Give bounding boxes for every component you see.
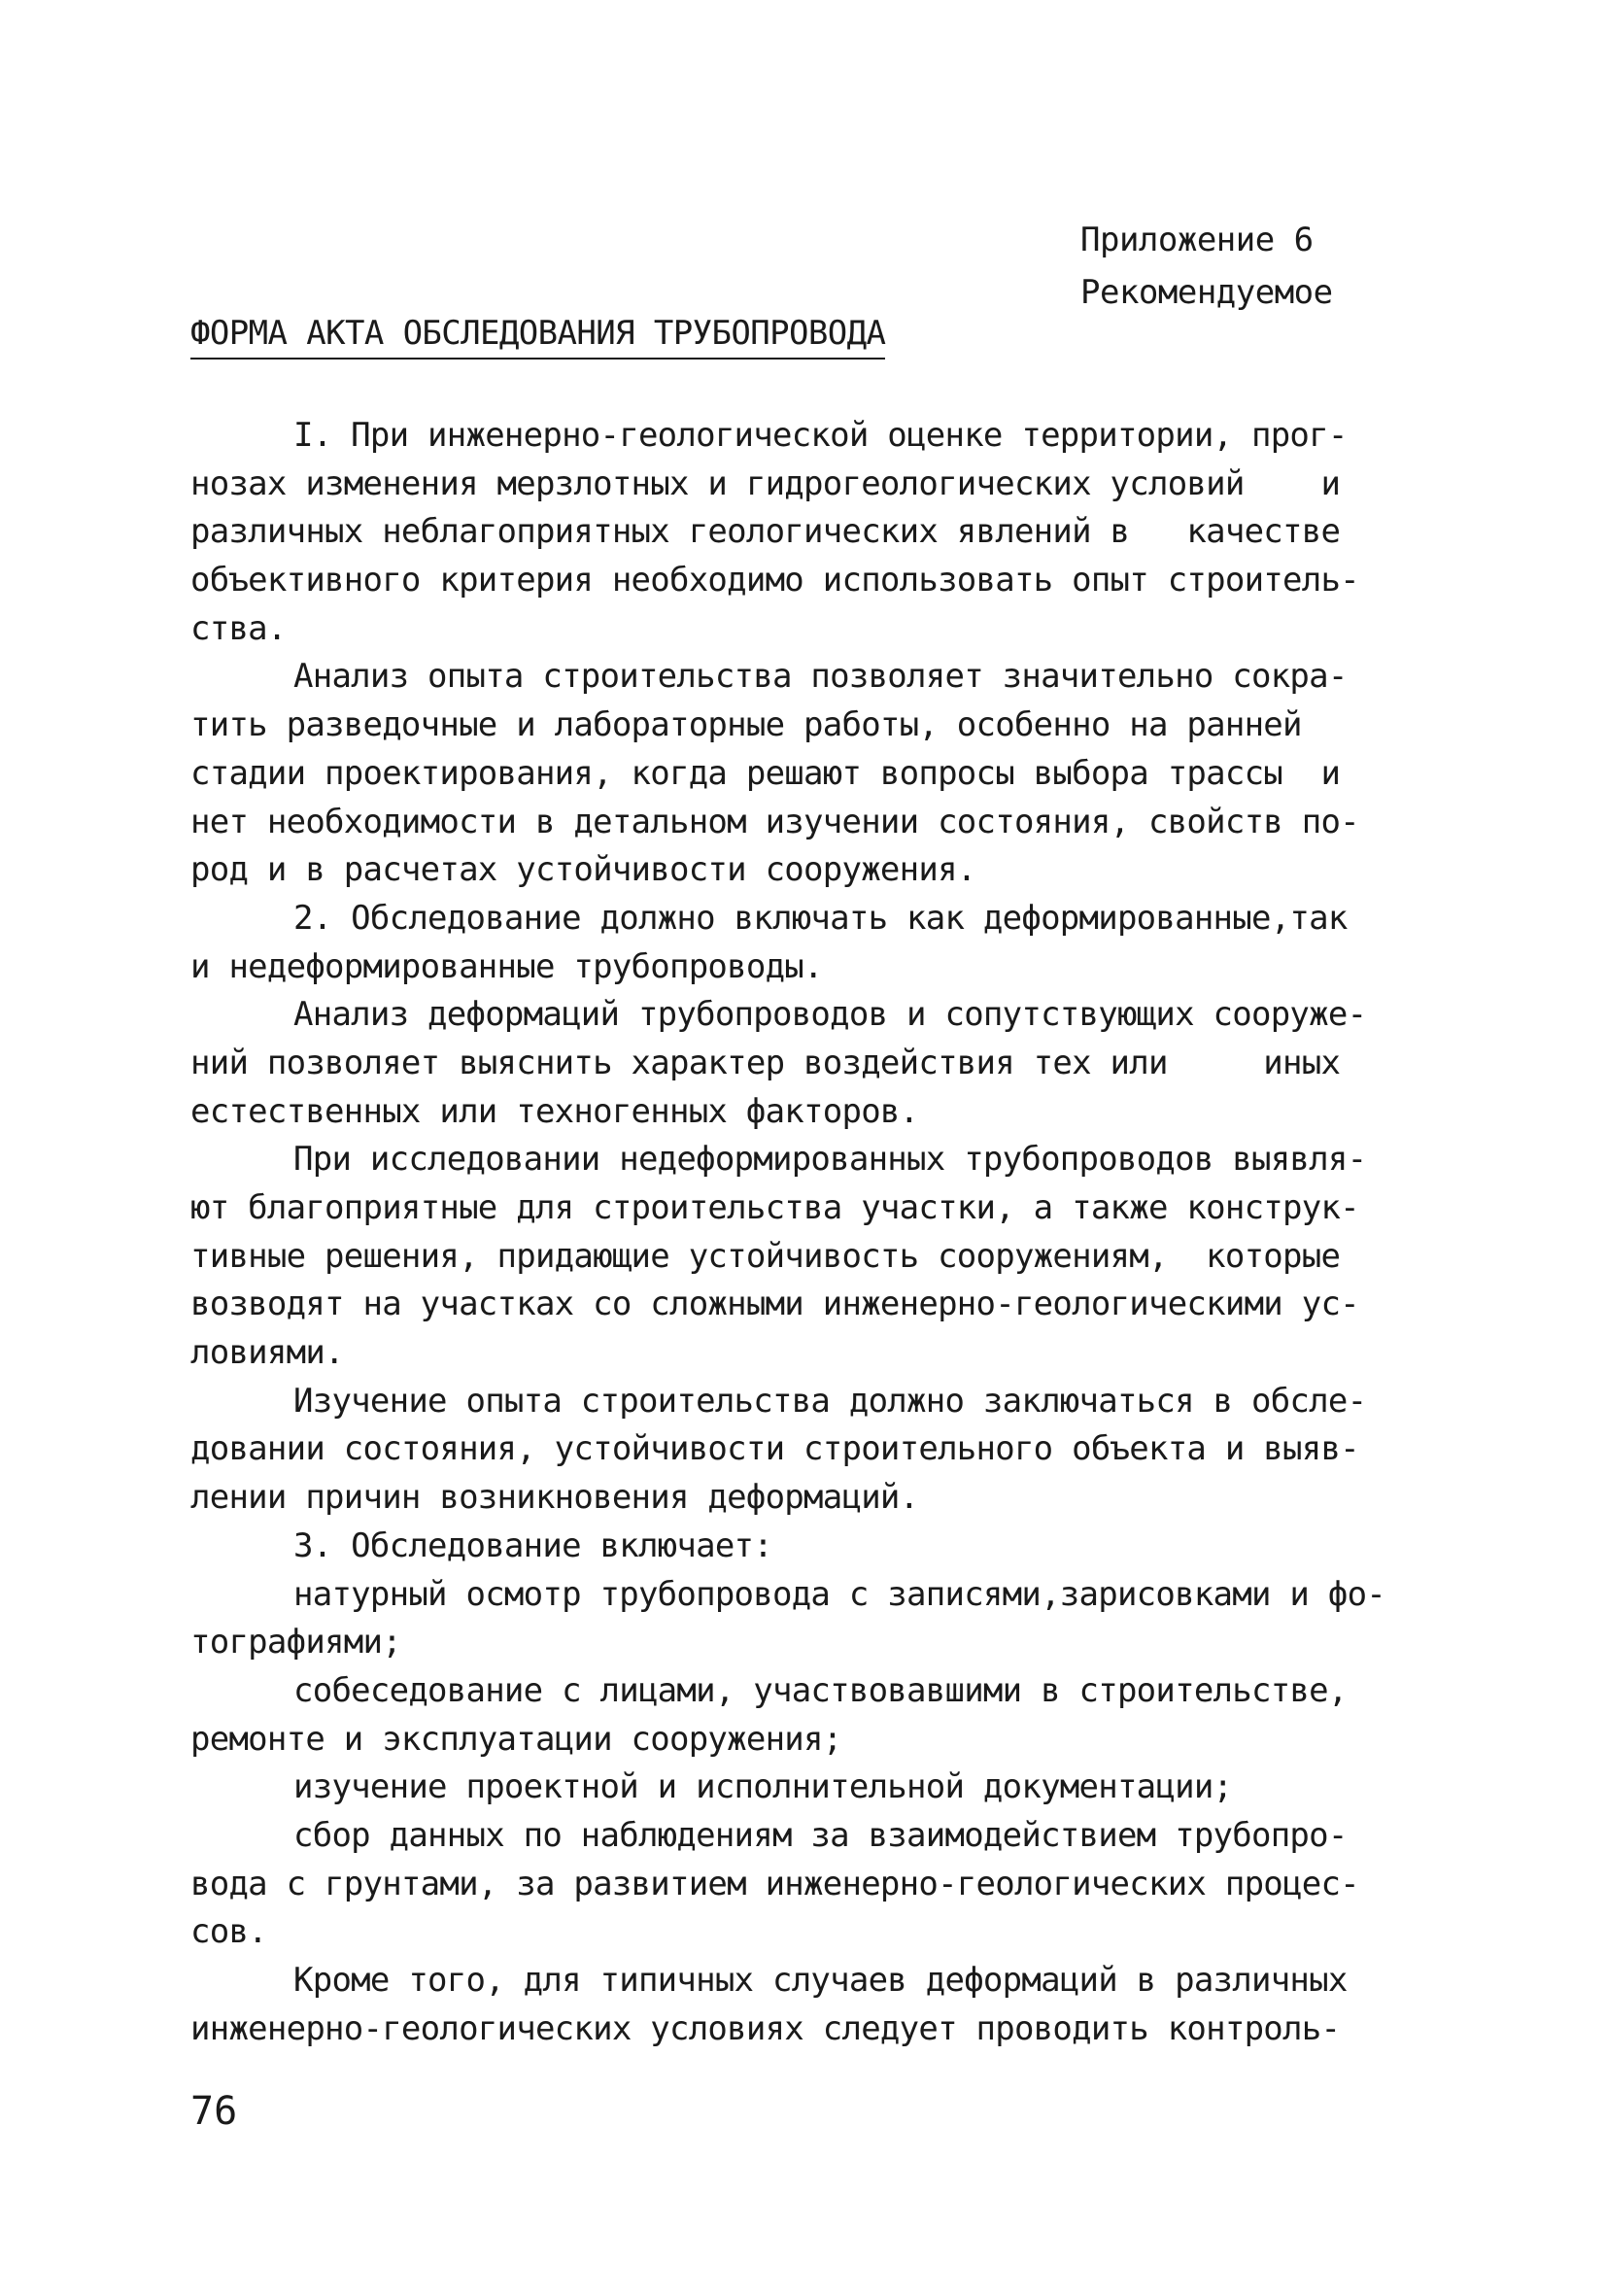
text-line: и недеформированные трубопроводы. (190, 946, 823, 986)
text-line: 3. Обследование включает: (293, 1525, 772, 1565)
text-line: ний позволяет выяснить характер воздействия тех или иных (190, 1043, 1341, 1082)
text-line: возводят на участках со сложными инженерно-геологическими ус- (190, 1285, 1359, 1324)
text-line: сбор данных по наблюдениям за взаимодействием трубопро- (293, 1815, 1348, 1855)
appendix-number: Приложение 6 (1080, 221, 1314, 259)
text-line: вода с грунтами, за развитием инженерно-геологических процес- (190, 1864, 1359, 1903)
text-line: Изучение опыта строительства должно заключаться в обсле- (293, 1381, 1367, 1421)
text-line: изучение проектной и исполнительной документации; (293, 1767, 1233, 1807)
text-line: инженерно-геологических условиях следует проводить контроль- (190, 2008, 1341, 2048)
text-line: различных неблагоприятных геологических явлений в качестве (190, 512, 1341, 552)
form-title: ФОРМА АКТА ОБСЛЕДОВАНИЯ ТРУБОПРОВОДА (190, 311, 885, 360)
text-line: род и в расчетах устойчивости сооружения. (190, 850, 976, 890)
body-text (190, 412, 1419, 2053)
text-line: При исследовании недеформированных трубопроводов выявля- (293, 1140, 1367, 1180)
text-line: объективного критерия необходимо использовать опыт строитель- (190, 561, 1359, 600)
appendix-status: Рекомендуемое (1080, 273, 1333, 312)
text-line: собеседование с лицами, участвовавшими в строительстве, (293, 1670, 1348, 1710)
text-line: довании состояния, устойчивости строительного объекта и выяв- (190, 1429, 1359, 1469)
text-line: лении причин возникновения деформаций. (190, 1478, 919, 1518)
page-number: 76 (190, 2089, 238, 2134)
text-line: сов. (190, 1912, 267, 1952)
text-line: нет необходимости в детальном изучении состояния, свойств по- (190, 802, 1359, 841)
text-line: I. При инженерно-геологической оценке территории, прог- (293, 416, 1348, 455)
text-line: ловиями. (190, 1333, 344, 1373)
text-line: нозах изменения мерзлотных и гидрогеологических условий и (190, 463, 1341, 503)
text-line: ют благоприятные для строительства участки, а также конструк- (190, 1188, 1359, 1227)
text-line: натурный осмотр трубопровода с записями,зарисовками и фо- (293, 1574, 1386, 1614)
appendix-label (1080, 214, 1333, 319)
text-line: тивные решения, придающие устойчивость сооружениям, которые (190, 1236, 1341, 1276)
text-line: естественных или техногенных факторов. (190, 1091, 919, 1131)
text-line: Кроме того, для типичных случаев деформаций в различных (293, 1961, 1348, 2000)
text-line: тить разведочные и лабораторные работы, особенно на ранней (190, 705, 1302, 745)
text-line: Анализ деформаций трубопроводов и сопутствующих сооруже- (293, 995, 1367, 1035)
text-line: стадии проектирования, когда решают вопросы выбора трассы и (190, 753, 1341, 793)
text-line: ства. (190, 608, 287, 648)
text-line: ремонте и эксплуатации сооружения; (190, 1719, 842, 1759)
text-line: 2. Обследование должно включать как деформированные,так (293, 898, 1348, 938)
text-line: Анализ опыта строительства позволяет значительно сокра- (293, 657, 1348, 697)
text-line: тографиями; (190, 1623, 401, 1662)
